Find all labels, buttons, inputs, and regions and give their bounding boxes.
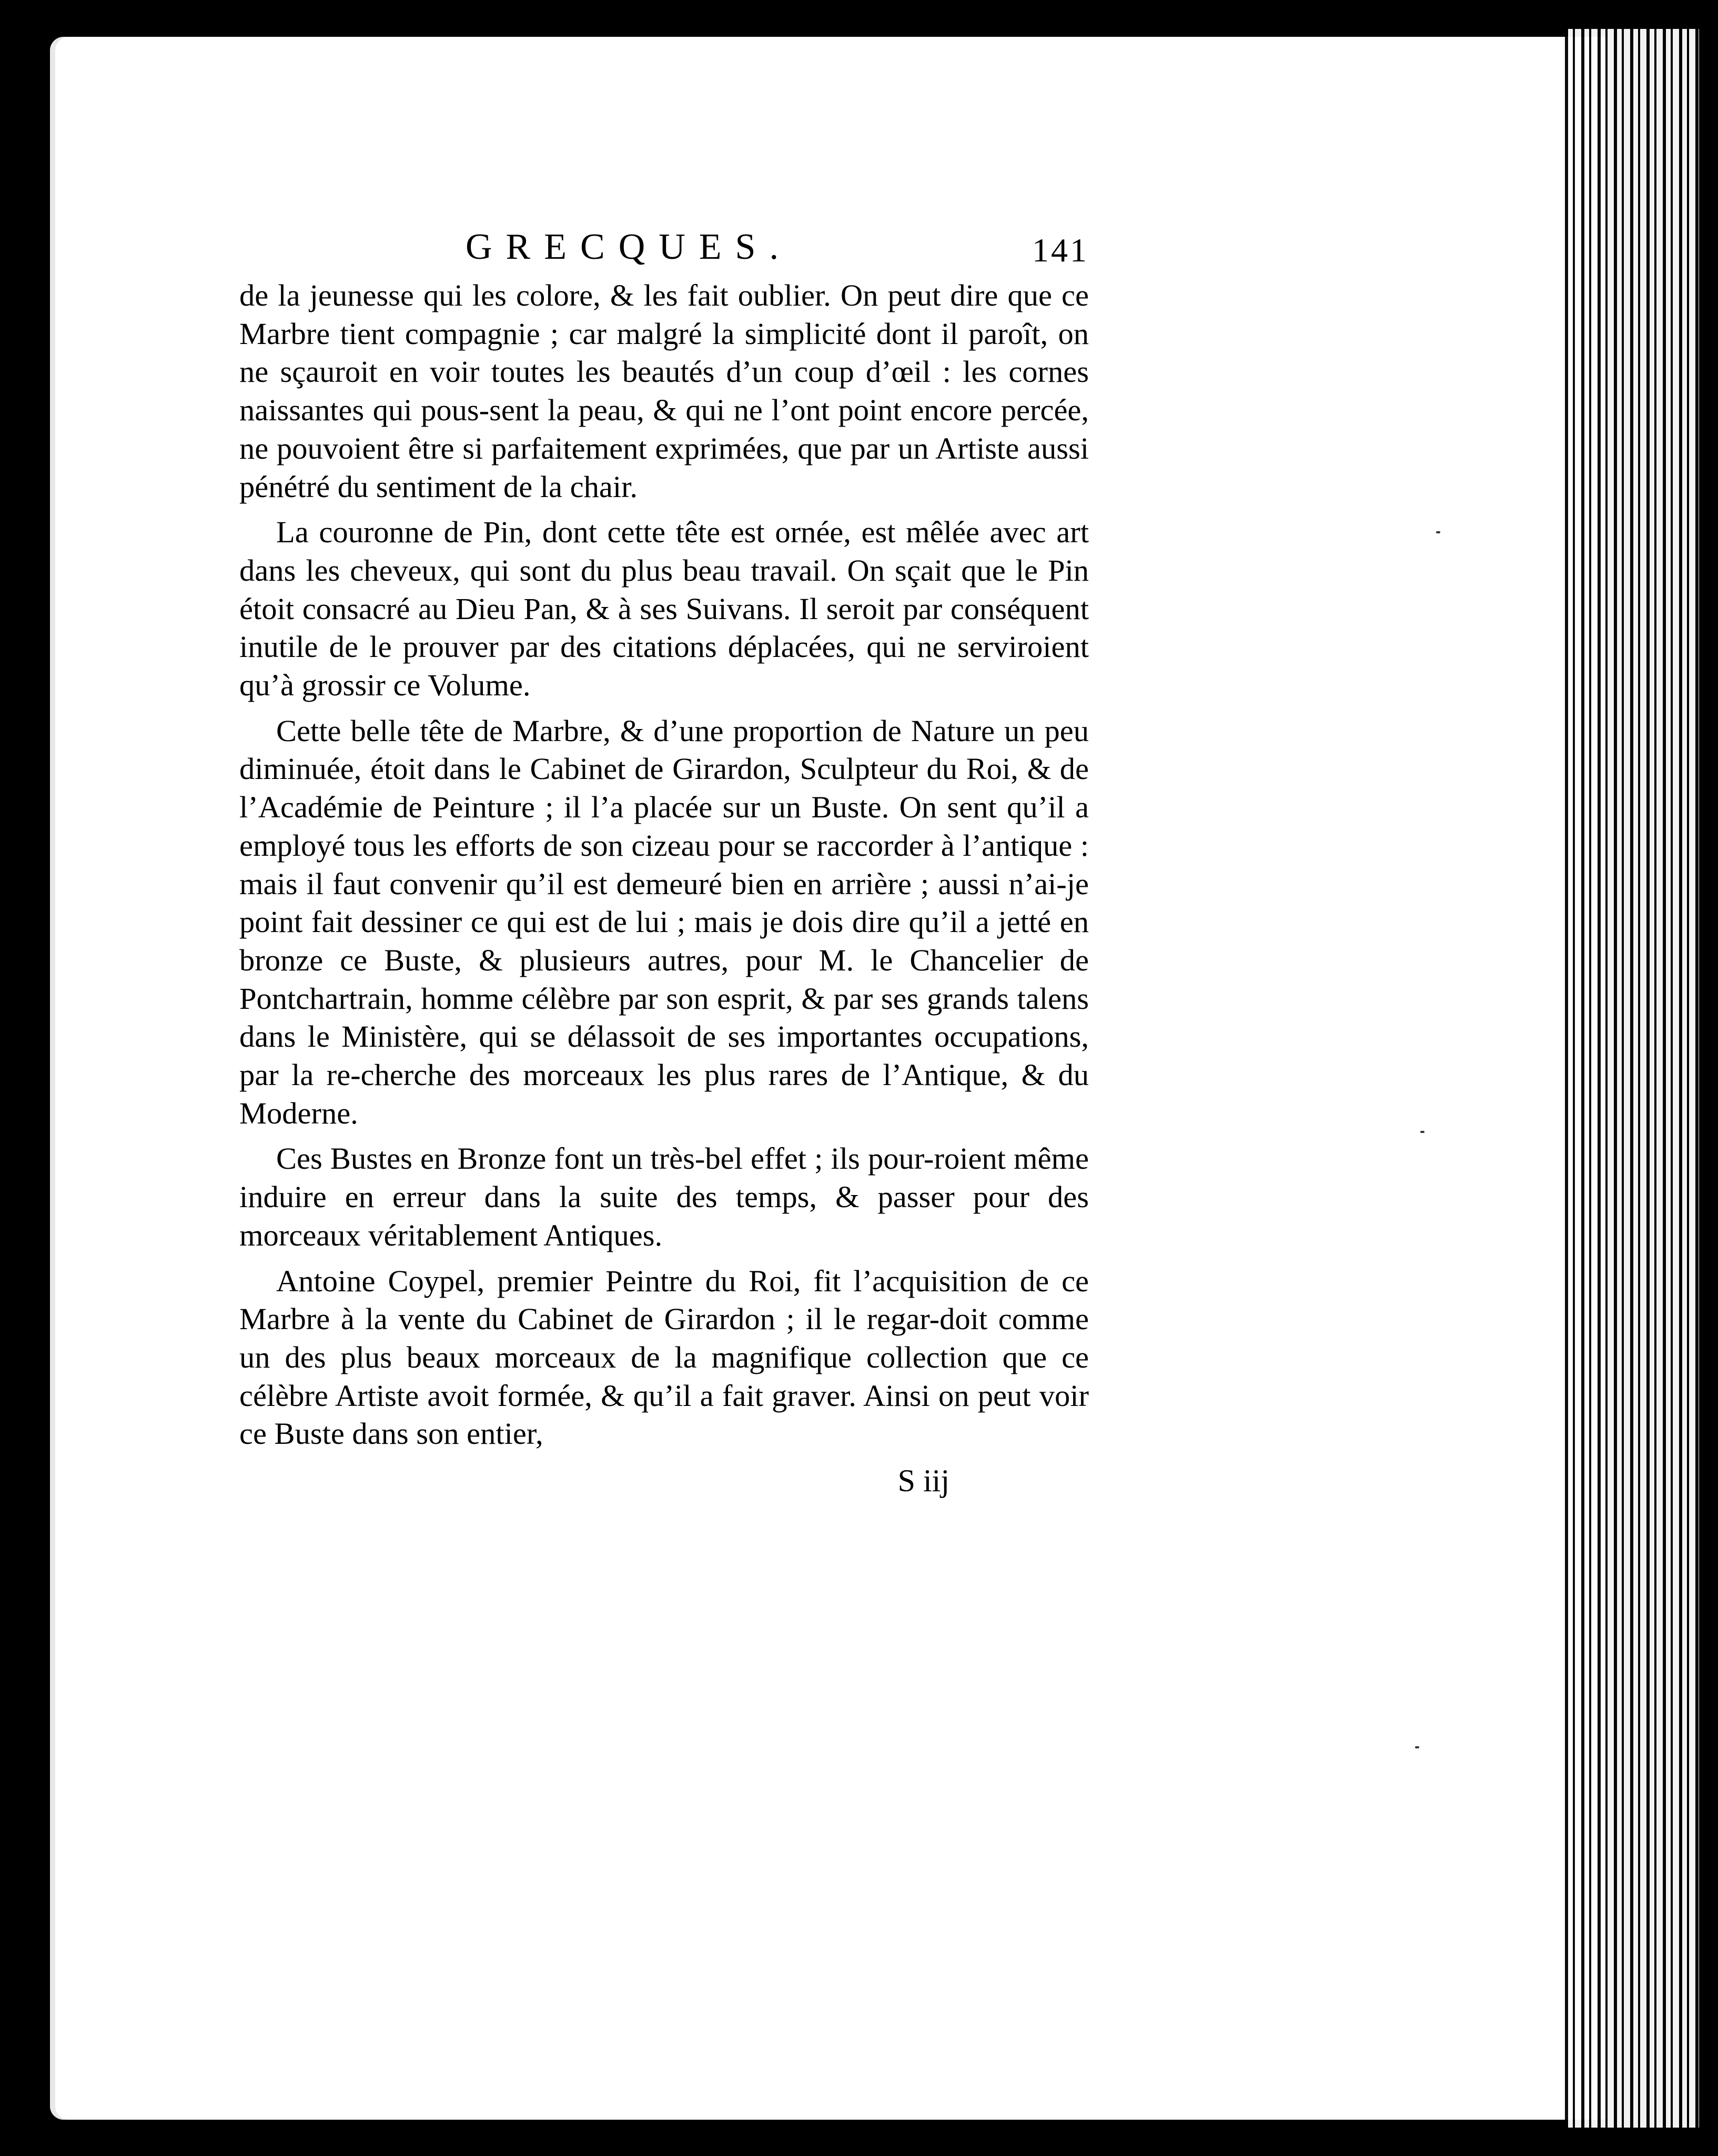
signature-mark: S iij	[897, 1463, 949, 1499]
ink-speck	[1415, 1746, 1419, 1748]
paragraph-5: Antoine Coypel, premier Peintre du Roi, fit l’acquisition de ce Marbre à la vente du Cabinet de Girardon ; il le regar-doit comme un des plus beaux morceaux de la magnifique collection que ce célèbre Artiste avoit formée, & qu’il a fait graver. Ainsi on peut voir ce Buste dans son entier,	[239, 1263, 1089, 1451]
page-edges	[1565, 29, 1699, 2128]
page-number: 141	[1032, 231, 1089, 269]
paragraph-1: de la jeunesse qui les colore, & les fait oublier. On peut dire que ce Marbre tient compagnie ; car malgré la simplicité dont il paroît, on ne sçauroit en voir toutes les beautés d’un coup d’œil : les cornes naissantes qui pous-sent la peau, & qui ne l’ont point encore percée, ne pouvoient être si parfaitement exprimées, que par un Artiste aussi pénétré du sentiment de la chair.	[239, 278, 1089, 504]
paragraph-3: Cette belle tête de Marbre, & d’une proportion de Nature un peu diminuée, étoit dans le Cabinet de Girardon, Sculpteur du Roi, & de l’Académie de Peinture ; il l’a placée sur un Buste. On sent qu’il a employé tous les efforts de son cizeau pour se raccorder à l’antique : mais il faut convenir qu’il est demeuré bien en arrière ; aussi n’ai-je point fait dessiner ce qui est de lui ; mais je dois dire qu’il a jetté en bronze ce Buste, & plusieurs autres, pour M. le Chancelier de Pontchartrain, homme célèbre par son esprit, & par ses grands talens dans le Ministère, qui se délassoit de ses importantes occupations, par la re-cherche des morceaux les plus rares de l’Antique, & du Moderne.	[239, 713, 1089, 1130]
body-text	[239, 277, 1089, 1453]
text-block	[239, 224, 1089, 1501]
paragraph-4: Ces Bustes en Bronze font un très-bel effet ; ils pour-roient même induire en erreur dans la suite des temps, & passer pour des morceaux véritablement Antiques.	[239, 1141, 1089, 1252]
running-head-title: GRECQUES.	[466, 227, 792, 267]
ink-speck	[1420, 1131, 1424, 1133]
ink-speck	[1436, 531, 1440, 533]
paragraph-2: La couronne de Pin, dont cette tête est ornée, est mêlée avec art dans les cheveux, qui sont du plus beau travail. On sçait que le Pin étoit consacré au Dieu Pan, & à ses Suivans. Il seroit par conséquent inutile de le prouver par des citations déplacées, qui ne serviroient qu’à grossir ce Volume.	[239, 515, 1089, 703]
running-head	[239, 224, 1089, 274]
